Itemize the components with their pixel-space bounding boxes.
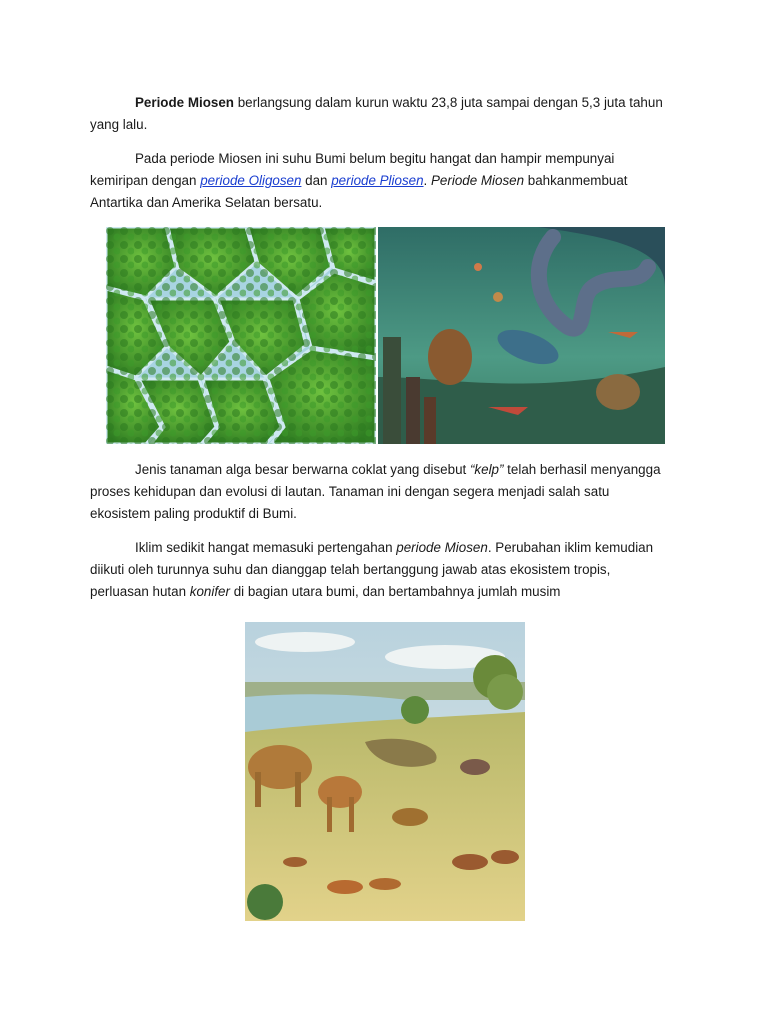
link-periode-pliosen[interactable]: periode Pliosen (331, 173, 424, 188)
link-periode-oligosen[interactable]: periode Oligosen (200, 173, 302, 188)
paragraph-4: Iklim sedikit hangat memasuki pertengahan periode Miosen. Perubahan iklim kemudian diikuti oleh turunnya suhu dan dianggap telah bertanggung jawab atas ekosistem tropis, perluasan hutan konifer di bagian utara bumi, dan bertambahnya jumlah musim (90, 540, 654, 599)
plant-cells-image (106, 227, 376, 444)
ancient-sea-life-image (378, 227, 665, 444)
paragraph-3: Jenis tanaman alga besar berwarna coklat yang disebut “kelp” telah berhasil menyangga proses kehidupan dan evolusi di lautan. Tanaman ini dengan segera menjadi salah satu ekosistem paling produktif di Bumi. (90, 462, 661, 521)
term-konifer: konifer (189, 584, 230, 599)
savanna-illustration (245, 622, 525, 921)
sea-life-illustration (378, 227, 665, 444)
term-kelp: “kelp” (469, 462, 504, 477)
miocene-savanna-image (245, 622, 525, 921)
paragraph-1: Periode Miosen berlangsung dalam kurun waktu 23,8 juta sampai dengan 5,3 juta tahun yang lalu. (90, 95, 663, 132)
plant-cells-illustration (106, 227, 376, 444)
paragraph-2: Pada periode Miosen ini suhu Bumi belum begitu hangat dan hampir mempunyai kemiripan dengan periode Oligosen dan periode Pliosen. Periode Miosen bahkanmembuat Antartika dan Amerika Selatan bersatu. (90, 151, 628, 210)
term-periode-miosen: Periode Miosen (135, 95, 234, 110)
